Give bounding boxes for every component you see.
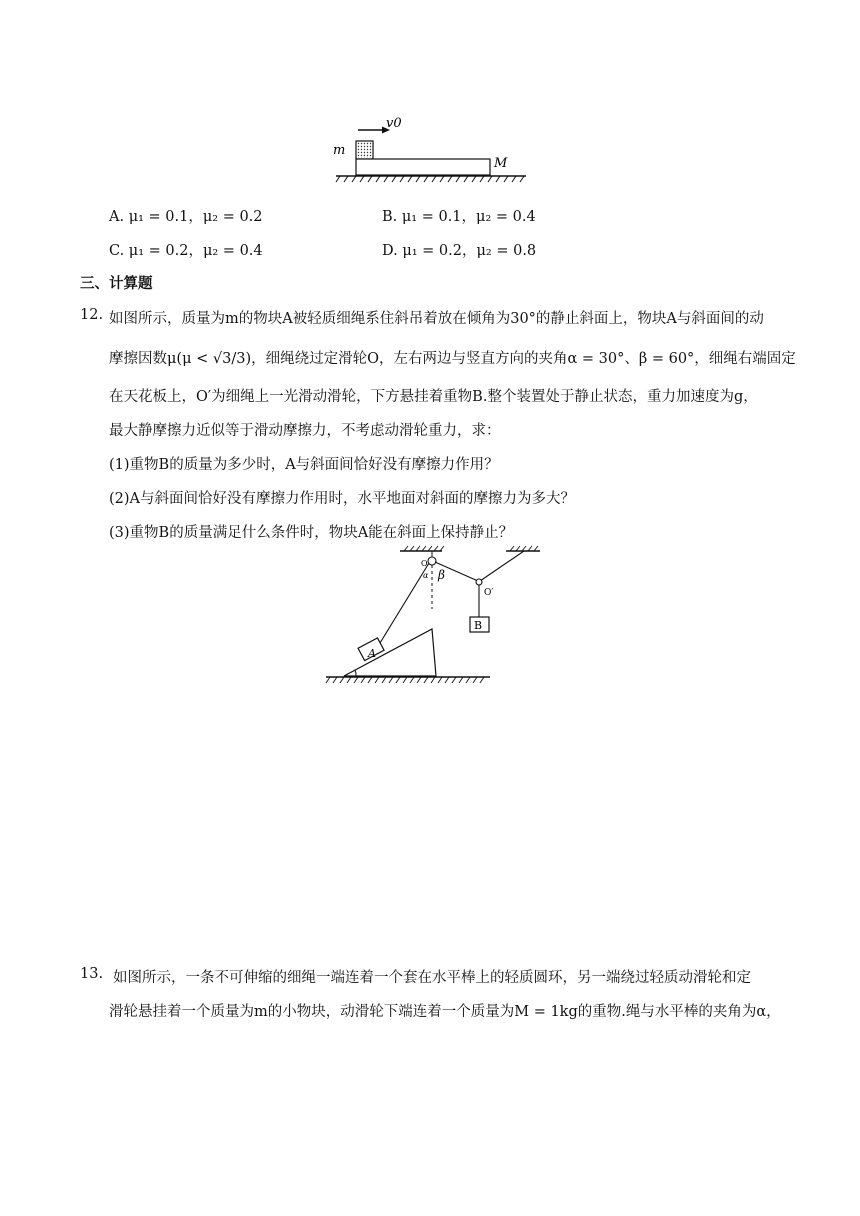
label-M: M: [494, 156, 508, 171]
q13-line-2: 滑轮悬挂着一个质量为m的小物块，动滑轮下端连着一个质量为M = 1kg的重物.绳与水平棒的夹角为α，: [109, 1004, 781, 1020]
label-O-prime: O′: [484, 588, 494, 598]
q13-line-1: 如图所示，一条不可伸缩的细绳一端连着一个套在水平棒上的轻质圆环，另一端绕过轻质动滑轮和定: [113, 970, 751, 986]
option-a: A. μ₁ = 0.1，μ₂ = 0.2: [109, 209, 263, 225]
q12-number: 12.: [80, 307, 104, 323]
q13-number: 13.: [80, 966, 104, 982]
q12-line-3: 在天花板上，O′为细绳上一光滑动滑轮，下方悬挂着重物B.整个装置处于静止状态，重力加速度为g，: [109, 389, 758, 405]
label-O: O: [421, 559, 428, 568]
q12-sub-3: (3)重物B的质量满足什么条件时，物块A能在斜面上保持静止？: [109, 525, 514, 541]
option-b: B. μ₁ = 0.1，μ₂ = 0.4: [382, 209, 536, 225]
q12-sub-2: (2)A与斜面间恰好没有摩擦力作用时，水平地面对斜面的摩擦力为多大？: [109, 491, 576, 507]
figure-incline-pulleys: [320, 543, 548, 691]
q12-sub-1: (1)重物B的质量为多少时，A与斜面间恰好没有摩擦力作用？: [109, 457, 499, 473]
section-title: 三、计算题: [80, 276, 153, 292]
option-c: C. μ₁ = 0.2，μ₂ = 0.4: [109, 243, 263, 259]
label-A: A: [368, 647, 376, 660]
q12-line-1: 如图所示，质量为m的物块A被轻质细绳系住斜吊着放在倾角为30°的静止斜面上，物块A与斜面间的动: [109, 311, 764, 327]
figure-block-on-board: [330, 112, 530, 188]
option-d: D. μ₁ = 0.2，μ₂ = 0.8: [382, 243, 537, 259]
q12-line-4: 最大静摩擦力近似等于滑动摩擦力，不考虑动滑轮重力，求：: [109, 423, 501, 439]
label-m: m: [333, 143, 346, 158]
label-v0: v0: [386, 116, 402, 131]
label-alpha: α: [423, 571, 429, 580]
label-beta: β: [438, 568, 445, 582]
q12-line-2: 摩擦因数μ(μ < √3/3)，细绳绕过定滑轮O，左右两边与竖直方向的夹角α = 30°、β = 60°，细绳右端固定: [109, 351, 796, 367]
label-B: B: [474, 619, 483, 632]
